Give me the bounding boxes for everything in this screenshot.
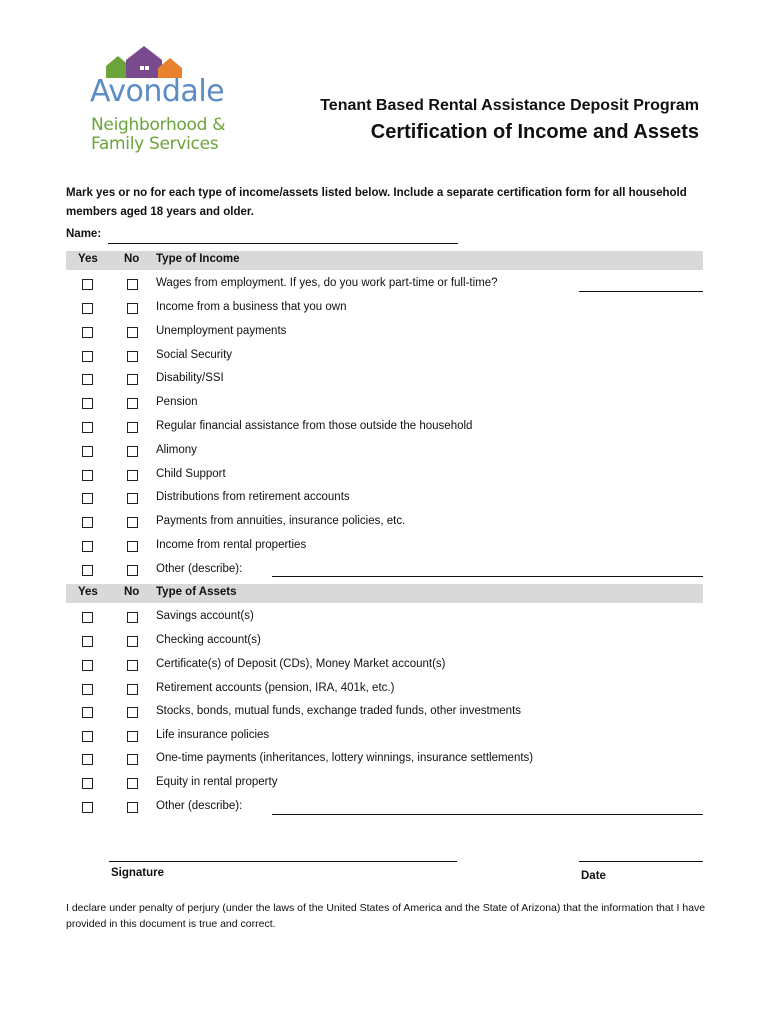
income-row	[66, 467, 703, 490]
work-type-field[interactable]	[579, 291, 703, 292]
yes-checkbox[interactable]	[82, 303, 93, 314]
yes-checkbox[interactable]	[82, 802, 93, 813]
logo-tagline-line2: Family Services	[91, 134, 219, 154]
yes-checkbox[interactable]	[82, 636, 93, 647]
income-yes-header: Yes	[78, 253, 98, 265]
yes-checkbox[interactable]	[82, 279, 93, 290]
no-checkbox[interactable]	[127, 303, 138, 314]
date-field[interactable]	[579, 861, 703, 862]
yes-checkbox[interactable]	[82, 541, 93, 552]
yes-checkbox[interactable]	[82, 493, 93, 504]
asset-item-label: Other (describe):	[156, 800, 243, 812]
asset-item-label: Stocks, bonds, mutual funds, exchange traded funds, other investments	[156, 705, 522, 717]
income-item-label: Social Security	[156, 349, 233, 361]
income-row	[66, 348, 703, 371]
no-checkbox[interactable]	[127, 446, 138, 457]
no-checkbox[interactable]	[127, 565, 138, 576]
income-item-label: Disability/SSI	[156, 372, 224, 384]
logo-name: Avondale	[90, 74, 225, 109]
yes-checkbox[interactable]	[82, 684, 93, 695]
income-item-label: Unemployment payments	[156, 325, 287, 337]
no-checkbox[interactable]	[127, 754, 138, 765]
assets-type-header: Type of Assets	[156, 586, 237, 598]
income-no-header: No	[124, 253, 140, 265]
asset-row	[66, 799, 703, 822]
asset-row	[66, 704, 703, 727]
asset-row	[66, 775, 703, 798]
income-row	[66, 324, 703, 347]
asset-item-label: Retirement accounts (pension, IRA, 401k, etc.)	[156, 682, 395, 694]
avondale-logo	[90, 46, 240, 156]
income-item-label: Regular financial assistance from those outside the household	[156, 420, 473, 432]
yes-checkbox[interactable]	[82, 517, 93, 528]
no-checkbox[interactable]	[127, 374, 138, 385]
logo-tagline-line1: Neighborhood &	[91, 115, 226, 135]
income-row	[66, 562, 703, 585]
assets-header-row	[66, 584, 703, 603]
no-checkbox[interactable]	[127, 707, 138, 718]
income-row	[66, 419, 703, 442]
yes-checkbox[interactable]	[82, 778, 93, 789]
income-item-label: Wages from employment. If yes, do you work part-time or full-time?	[156, 277, 498, 289]
asset-item-label: Checking account(s)	[156, 634, 261, 646]
asset-item-label: Life insurance policies	[156, 729, 270, 741]
income-item-label: Child Support	[156, 468, 226, 480]
income-row	[66, 300, 703, 323]
asset-item-label: Savings account(s)	[156, 610, 254, 622]
no-checkbox[interactable]	[127, 612, 138, 623]
yes-checkbox[interactable]	[82, 351, 93, 362]
income-item-label: Income from rental properties	[156, 539, 307, 551]
asset-row	[66, 609, 703, 632]
no-checkbox[interactable]	[127, 541, 138, 552]
no-checkbox[interactable]	[127, 398, 138, 409]
income-row	[66, 276, 703, 299]
yes-checkbox[interactable]	[82, 327, 93, 338]
no-checkbox[interactable]	[127, 684, 138, 695]
instructions: Mark yes or no for each type of income/assets listed below. Include a separate certification form for all household members aged 18 years and older.	[66, 187, 687, 218]
no-checkbox[interactable]	[127, 778, 138, 789]
no-checkbox[interactable]	[127, 517, 138, 528]
no-checkbox[interactable]	[127, 422, 138, 433]
name-field[interactable]	[108, 243, 458, 244]
signature-field[interactable]	[109, 861, 457, 862]
yes-checkbox[interactable]	[82, 731, 93, 742]
no-checkbox[interactable]	[127, 493, 138, 504]
income-row	[66, 395, 703, 418]
yes-checkbox[interactable]	[82, 398, 93, 409]
yes-checkbox[interactable]	[82, 612, 93, 623]
income-item-label: Pension	[156, 396, 198, 408]
no-checkbox[interactable]	[127, 731, 138, 742]
perjury-declaration: I declare under penalty of perjury (under the laws of the United States of America and the State of Arizona) that the information that I have provided in this document is true and correct.	[66, 902, 706, 930]
asset-row	[66, 681, 703, 704]
no-checkbox[interactable]	[127, 802, 138, 813]
no-checkbox[interactable]	[127, 636, 138, 647]
income-type-header: Type of Income	[156, 253, 240, 265]
income-row	[66, 490, 703, 513]
asset-item-label: One-time payments (inheritances, lottery winnings, insurance settlements)	[156, 752, 534, 764]
asset-row	[66, 751, 703, 774]
asset-row	[66, 633, 703, 656]
name-label: Name:	[66, 228, 102, 240]
no-checkbox[interactable]	[127, 327, 138, 338]
income-header-row	[66, 251, 703, 270]
income-row	[66, 538, 703, 561]
no-checkbox[interactable]	[127, 279, 138, 290]
assets-yes-header: Yes	[78, 586, 98, 598]
yes-checkbox[interactable]	[82, 422, 93, 433]
income-item-label: Payments from annuities, insurance policies, etc.	[156, 515, 406, 527]
yes-checkbox[interactable]	[82, 470, 93, 481]
date-label: Date	[581, 870, 606, 882]
asset-item-label: Equity in rental property	[156, 776, 278, 788]
income-item-label: Alimony	[156, 444, 197, 456]
program-name: Tenant Based Rental Assistance Deposit Program	[320, 97, 699, 114]
yes-checkbox[interactable]	[82, 374, 93, 385]
income-item-label: Other (describe):	[156, 563, 243, 575]
income-item-label: Income from a business that you own	[156, 301, 347, 313]
income-item-label: Distributions from retirement accounts	[156, 491, 350, 503]
income-row	[66, 443, 703, 466]
yes-checkbox[interactable]	[82, 707, 93, 718]
asset-row	[66, 657, 703, 680]
income-row	[66, 514, 703, 537]
yes-checkbox[interactable]	[82, 565, 93, 576]
no-checkbox[interactable]	[127, 351, 138, 362]
document-title: Certification of Income and Assets	[370, 121, 699, 143]
no-checkbox[interactable]	[127, 660, 138, 671]
assets-other-field[interactable]	[272, 814, 703, 815]
no-checkbox[interactable]	[127, 470, 138, 481]
income-row	[66, 371, 703, 394]
signature-label: Signature	[111, 867, 165, 879]
asset-item-label: Certificate(s) of Deposit (CDs), Money Market account(s)	[156, 658, 446, 670]
yes-checkbox[interactable]	[82, 660, 93, 671]
asset-row	[66, 728, 703, 751]
income-other-field[interactable]	[272, 576, 703, 577]
assets-no-header: No	[124, 586, 140, 598]
yes-checkbox[interactable]	[82, 446, 93, 457]
yes-checkbox[interactable]	[82, 754, 93, 765]
